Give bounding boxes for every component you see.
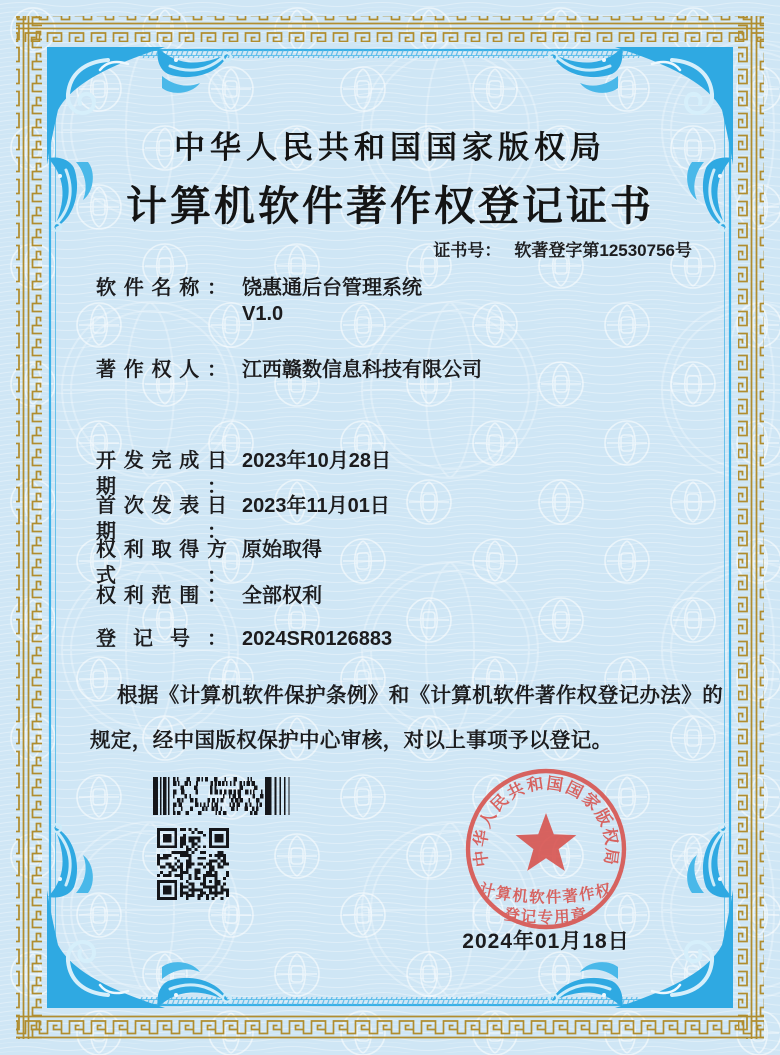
field-value: 2023年10月28日: [242, 450, 391, 472]
qr-code: [157, 828, 229, 900]
field-value: 全部权利: [242, 585, 322, 607]
official-seal: [446, 749, 646, 949]
field-label: 权利取得方式：: [96, 539, 227, 587]
issue-date: 2024年01月18日: [462, 930, 630, 953]
seal-star-icon: [516, 813, 577, 871]
statement-line-1: 根据《计算机软件保护条例》和《计算机软件著作权登记办法》的: [117, 684, 724, 707]
field-label: 权利范围：: [96, 585, 227, 607]
seal-caption-line-1: 计算机软件著作权: [477, 881, 615, 907]
certificate-number-label: 证书号：: [433, 241, 502, 260]
field-label: 软件名称：: [96, 277, 227, 299]
field-row-rights-scope: [96, 583, 322, 609]
field-label: 登记号：: [96, 628, 227, 650]
software-name: 饶惠通后台管理系统: [242, 277, 422, 299]
field-label: 首次发表日期：: [96, 495, 227, 543]
certificate-number: [433, 236, 692, 261]
field-value: 2023年11月01日: [242, 495, 390, 517]
seal-ring-text: 中华人民共和国国家版权局: [471, 774, 621, 868]
seal-caption-line-2: 登记专用章: [503, 906, 589, 927]
field-row-registration-number: [96, 626, 392, 652]
statement-line-2: 规定，经中国版权保护中心审核，对以上事项予以登记。: [90, 729, 613, 752]
field-value: 2024SR0126883: [242, 628, 393, 650]
field-row-copyright-owner: [96, 357, 482, 383]
authority-title: 中华人民共和国国家版权局: [174, 130, 606, 165]
field-value: [242, 275, 422, 327]
svg-text:计算机软件著作权: [478, 880, 615, 907]
field-row-software-name: [96, 275, 422, 327]
field-value: 原始取得: [242, 539, 322, 561]
certificate-number-value: 软著登字第12530756号: [514, 241, 692, 260]
field-label: 开发完成日期：: [96, 450, 227, 498]
field-value: 江西赣数信息科技有限公司: [242, 359, 482, 381]
field-row-acquisition-method: [96, 537, 322, 589]
document-title: 计算机软件著作权登记证书: [126, 183, 654, 229]
software-version: V1.0: [242, 303, 284, 325]
barcode-2d: [153, 777, 293, 815]
field-label: 著作权人：: [96, 359, 227, 381]
svg-text:登记专用章: [502, 904, 589, 926]
